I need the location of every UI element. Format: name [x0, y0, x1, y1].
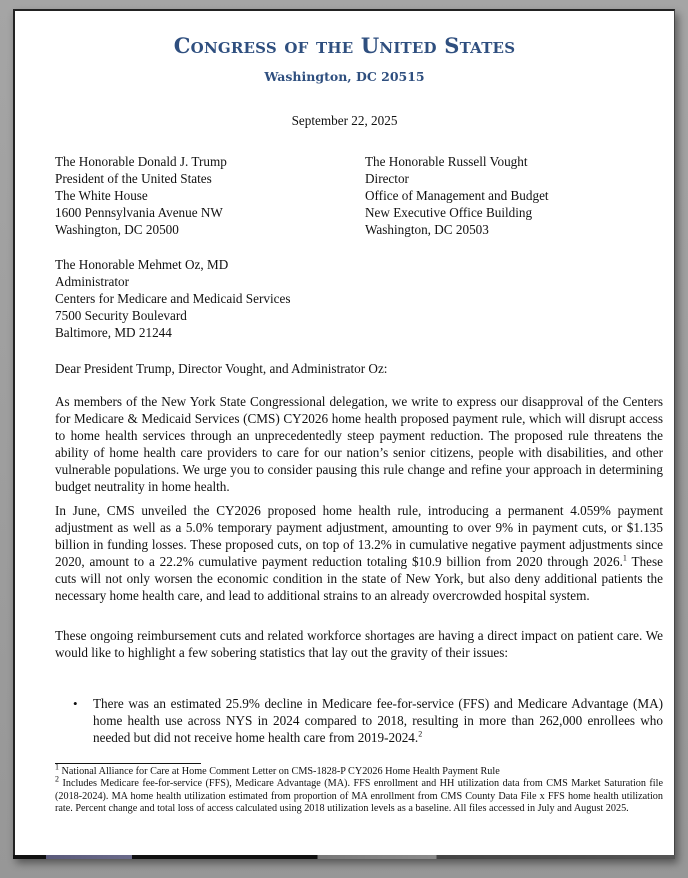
paragraph-text: These cuts will not only worsen the economic condition in the state of New York, but also deny additional patients the necessary home health care, and lead to additional strains to an already overcrowded hospital system.: [55, 554, 664, 603]
footnote-text: Includes Medicare fee-for-service (FFS), Medicare Advantage (MA). FFS enrollment and HH utilization data from CMS Market Saturation file (2018-2024). MA home health utilization estimated from proportion of MA enrollment from CMS County Data File x FFS home health utilization rate. Percent change and total loss of access calculated using 2018 utilization levels as a baseline. All files accessed in July and August 2025.: [55, 778, 663, 815]
footnote-number: 2: [55, 775, 59, 785]
bullet-item: [93, 695, 663, 746]
letterhead-subtitle: Washington, DC 20515: [264, 69, 425, 84]
bullet-text: There was an estimated 25.9% decline in Medicare fee-for-service (FFS) and Medicare Advantage (MA) home health use across NYS in 2024 compared to 2018, resulting in more than 262,000 enrollees who needed but did not receive home health care from 2019-2024.: [93, 696, 663, 745]
address-line: Washington, DC 20500: [55, 222, 179, 237]
footnotes: [55, 762, 663, 816]
recipient-address-vought: [365, 153, 549, 238]
address-line: Administrator: [55, 274, 129, 289]
bullet-icon: •: [73, 696, 78, 711]
address-line: Centers for Medicare and Medicaid Services: [55, 291, 291, 306]
salutation: Dear President Trump, Director Vought, and Administrator Oz:: [55, 361, 388, 376]
address-line: The Honorable Mehmet Oz, MD: [55, 257, 229, 272]
recipient-address-oz: [55, 256, 290, 341]
address-line: The White House: [55, 188, 148, 203]
address-line: The Honorable Donald J. Trump: [55, 154, 227, 169]
document-page: [13, 9, 675, 858]
footnote-number: 1: [55, 762, 59, 772]
footnote-divider: [55, 763, 201, 764]
address-line: Director: [365, 171, 409, 186]
footnote-ref-1[interactable]: 1: [622, 553, 627, 563]
footnote-2: [55, 775, 663, 815]
address-line: 1600 Pennsylvania Avenue NW: [55, 205, 223, 220]
address-line: 7500 Security Boulevard: [55, 308, 187, 323]
letter-date: September 22, 2025: [291, 113, 398, 128]
footnote-ref-2[interactable]: 2: [418, 729, 423, 739]
address-line: The Honorable Russell Vought: [365, 154, 528, 169]
address-line: Baltimore, MD 21244: [55, 325, 172, 340]
footnote-text: National Alliance for Care at Home Comment Letter on CMS-1828-P CY2026 Home Health Payment Rule: [59, 766, 500, 777]
body-paragraph-3: These ongoing reimbursement cuts and related workforce shortages are having a direct impact on patient care. We would like to highlight a few sobering statistics that lay out the gravity of their issues:: [55, 628, 663, 660]
body-paragraph-1: As members of the New York State Congressional delegation, we write to express our disapproval of the Centers for Medicare & Medicaid Services (CMS) CY2026 home health proposed payment rule, which will disrupt access to home health services through an unprecedentedly steep payment reduction. The proposed rule threatens the ability of home health care providers to care for our nation’s senior citizens, people with disabilities, and other vulnerable populations. We urge you to consider pausing this rule change and refine your approach in determining budget neutrality in home health.: [55, 394, 663, 494]
address-line: Office of Management and Budget: [365, 188, 549, 203]
letterhead-title: Congress of the United States: [173, 33, 516, 58]
next-page-edge: [13, 855, 675, 859]
recipient-address-trump: [55, 153, 227, 238]
address-line: Washington, DC 20503: [365, 222, 489, 237]
footnote-1: [55, 762, 663, 778]
paragraph-text: In June, CMS unveiled the CY2026 proposed home health rule, introducing a permanent 4.059% payment adjustment as well as a 5.0% temporary payment adjustment, amounting to over 9% in payment cuts, or $1.135 billion in funding losses. These proposed cuts, on top of 13.2% in cumulative negative payment adjustments since 2020, amount to a 22.2% cumulative payment reduction totaling $10.9 billion from 2020 through 2026.: [55, 503, 663, 569]
address-line: New Executive Office Building: [365, 205, 533, 220]
address-line: President of the United States: [55, 171, 212, 186]
body-paragraph-2: [55, 502, 663, 604]
